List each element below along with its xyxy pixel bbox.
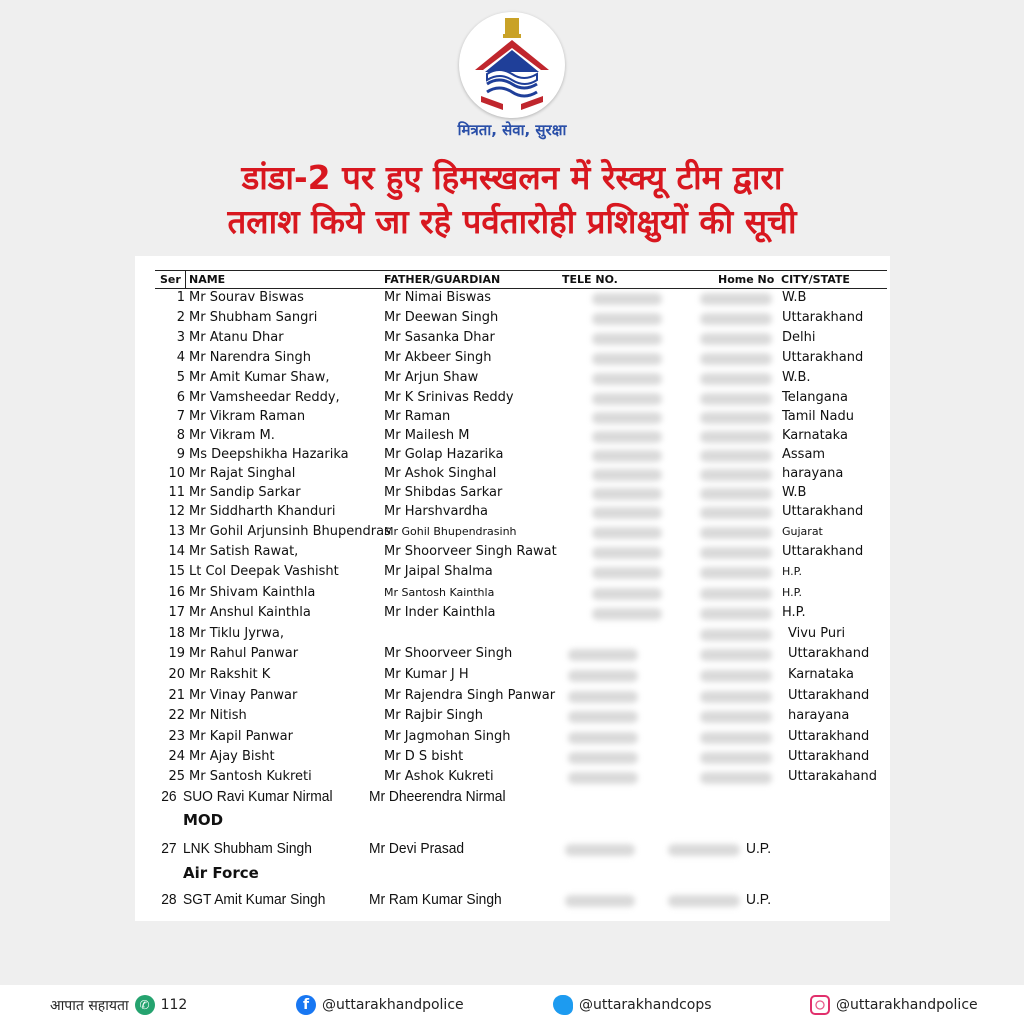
row-city: Uttarakhand (782, 310, 864, 325)
row-father: Mr Deewan Singh (384, 310, 499, 325)
row-city: W.B (782, 485, 807, 500)
row-father: Mr Ashok Kukreti (384, 769, 494, 784)
header-home: Home No (718, 273, 775, 286)
redacted-phone (700, 711, 772, 723)
row-serial: 18 (168, 626, 185, 641)
emergency-label: आपात सहायता (50, 997, 129, 1014)
row-name: Mr Vinay Panwar (189, 688, 298, 703)
instagram-link[interactable] (810, 995, 978, 1015)
row-city: W.B (782, 290, 807, 305)
twitter-handle: @uttarakhandcops (579, 997, 712, 1013)
row-name: Mr Amit Kumar Shaw, (189, 370, 330, 385)
redacted-phone (592, 412, 662, 424)
row-name: Mr Rajat Singhal (189, 466, 296, 481)
row-city: Karnataka (788, 667, 854, 682)
row-father: Mr Raman (384, 409, 451, 424)
header-tele: TELE NO. (562, 273, 618, 286)
headline-line-2: तलाश किये जा रहे पर्वतारोही प्रशिक्षुयों की सूची (227, 202, 797, 241)
header-city: CITY/STATE (781, 273, 850, 286)
redacted-phone (700, 608, 772, 620)
row-name: Mr Atanu Dhar (189, 330, 284, 345)
row-father: Mr Nimai Biswas (384, 290, 492, 305)
redacted-phone (700, 691, 772, 703)
row-father: Mr Harshvardha (384, 504, 489, 519)
row-name: Mr Sandip Sarkar (189, 485, 301, 500)
redacted-phone (700, 333, 772, 345)
redacted-phone (568, 691, 638, 703)
redacted-phone (592, 313, 662, 325)
row-father: Mr Shibdas Sarkar (384, 485, 503, 500)
redacted-phone (668, 895, 740, 907)
twitter-link[interactable] (553, 995, 712, 1015)
redacted-phone (592, 469, 662, 481)
row-city: Delhi (782, 330, 816, 345)
row-city: Uttarakhand (788, 749, 870, 764)
redacted-phone (565, 844, 635, 856)
redacted-phone (700, 629, 772, 641)
redacted-phone (668, 844, 740, 856)
row-father: Mr Ashok Singhal (384, 466, 497, 481)
row-serial: 8 (176, 428, 185, 443)
row-serial: 11 (168, 485, 185, 500)
row-city: Tamil Nadu (782, 409, 854, 424)
redacted-phone (592, 353, 662, 365)
row-name: Ms Deepshikha Hazarika (189, 447, 349, 462)
row-name: Mr Vikram M. (189, 428, 275, 443)
redacted-phone (700, 412, 772, 424)
row-serial: 22 (168, 708, 185, 723)
row-serial: 4 (176, 350, 185, 365)
row-city: W.B. (782, 370, 811, 385)
redacted-phone (592, 293, 662, 305)
row-serial: 12 (168, 504, 185, 519)
redacted-phone (700, 752, 772, 764)
row-father: Mr Jaipal Shalma (384, 564, 493, 579)
emergency-number: 112 (160, 997, 188, 1013)
row-father: Mr Arjun Shaw (384, 370, 479, 385)
row-name: Mr Satish Rawat, (189, 544, 299, 559)
row-father: Mr Shoorveer Singh Rawat (384, 544, 557, 559)
row-father: Mr D S bisht (384, 749, 464, 764)
redacted-phone (568, 711, 638, 723)
redacted-phone (592, 547, 662, 559)
row-name: Mr Shubham Sangri (189, 310, 318, 325)
row-father: Mr Devi Prasad (369, 840, 465, 857)
row-city: U.P. (746, 891, 772, 908)
redacted-phone (568, 649, 638, 661)
redacted-phone (700, 732, 772, 744)
row-father: Mr Gohil Bhupendrasinh (384, 525, 517, 538)
instagram-handle: @uttarakhandpolice (836, 997, 978, 1013)
row-city: Assam (782, 447, 826, 462)
redacted-phone (568, 772, 638, 784)
row-name: Mr Rahul Panwar (189, 646, 299, 661)
redacted-phone (592, 527, 662, 539)
row-name: Mr Sourav Biswas (189, 290, 304, 305)
row-serial: 2 (176, 310, 185, 325)
redacted-phone (700, 507, 772, 519)
redacted-phone (700, 527, 772, 539)
row-name: SUO Ravi Kumar Nirmal (183, 788, 333, 805)
row-city: H.P. (782, 586, 802, 599)
row-father: Mr Sasanka Dhar (384, 330, 495, 345)
row-name: SGT Amit Kumar Singh (183, 891, 326, 908)
facebook-icon: f (296, 995, 316, 1015)
row-serial: 27 (161, 840, 177, 857)
row-father: Mr Santosh Kainthla (384, 586, 495, 599)
redacted-phone (700, 450, 772, 462)
row-serial: 21 (168, 688, 185, 703)
row-name: Mr Shivam Kainthla (189, 585, 316, 600)
redacted-phone (565, 895, 635, 907)
redacted-phone (700, 393, 772, 405)
row-serial: 28 (161, 891, 177, 908)
row-father: Mr Rajendra Singh Panwar (384, 688, 556, 703)
row-city: harayana (788, 708, 850, 723)
row-father: Mr Mailesh M (384, 428, 470, 443)
row-city: Uttarakhand (782, 350, 864, 365)
redacted-phone (592, 333, 662, 345)
row-city: Telangana (782, 390, 848, 405)
row-serial: 16 (168, 585, 185, 600)
row-serial: 23 (168, 729, 185, 744)
row-city: Vivu Puri (788, 626, 846, 641)
row-serial: 15 (168, 564, 185, 579)
redacted-phone (700, 488, 772, 500)
row-serial: 7 (176, 409, 185, 424)
row-serial: 19 (168, 646, 185, 661)
row-father: Mr Rajbir Singh (384, 708, 483, 723)
redacted-phone (700, 547, 772, 559)
row-father: Mr Golap Hazarika (384, 447, 504, 462)
footer-bar (0, 985, 1024, 1024)
row-father: Mr Ram Kumar Singh (369, 891, 502, 908)
row-serial: 25 (168, 769, 185, 784)
header-father: FATHER/GUARDIAN (384, 273, 501, 286)
row-name: Mr Nitish (189, 708, 247, 723)
redacted-phone (592, 588, 662, 600)
redacted-phone (592, 373, 662, 385)
police-emblem-icon (459, 12, 565, 118)
header-name: NAME (189, 273, 226, 286)
redacted-phone (568, 752, 638, 764)
header-divider (185, 270, 186, 288)
emergency-help[interactable] (50, 995, 187, 1015)
row-name: Mr Ajay Bisht (189, 749, 275, 764)
row-city: H.P. (782, 565, 802, 578)
redacted-phone (700, 293, 772, 305)
row-father: Mr Dheerendra Nirmal (369, 788, 506, 805)
row-serial: 1 (176, 290, 185, 305)
row-city: Karnataka (782, 428, 848, 443)
row-serial: 20 (168, 667, 185, 682)
row-city: Uttarakhand (782, 544, 864, 559)
redacted-phone (700, 670, 772, 682)
row-father: Mr Kumar J H (384, 667, 469, 682)
redacted-phone (592, 507, 662, 519)
row-serial: 3 (176, 330, 185, 345)
row-city: U.P. (746, 840, 772, 857)
phone-icon: ✆ (135, 995, 155, 1015)
twitter-icon (553, 995, 573, 1015)
redacted-phone (568, 732, 638, 744)
row-serial: 10 (168, 466, 185, 481)
row-name: Mr Vamsheedar Reddy, (189, 390, 340, 405)
redacted-phone (700, 469, 772, 481)
redacted-phone (700, 649, 772, 661)
headline-line-1: डांडा-2 पर हुए हिमस्खलन में रेस्क्यू टीम द्वारा (241, 158, 783, 197)
row-name: Mr Gohil Arjunsinh Bhupendras (189, 524, 391, 539)
redacted-phone (700, 772, 772, 784)
section-mod: MOD (183, 811, 224, 829)
motto: मित्रता, सेवा, सुरक्षा (457, 121, 567, 139)
row-serial: 13 (168, 524, 185, 539)
header-bottom-rule (155, 288, 887, 289)
row-name: LNK Shubham Singh (183, 840, 312, 857)
header-top-rule (155, 270, 887, 271)
redacted-phone (592, 608, 662, 620)
redacted-phone (700, 567, 772, 579)
row-name: Mr Kapil Panwar (189, 729, 293, 744)
redacted-phone (592, 488, 662, 500)
redacted-phone (700, 353, 772, 365)
row-city: harayana (782, 466, 844, 481)
row-name: Mr Tiklu Jyrwa, (189, 626, 284, 641)
row-name: Mr Santosh Kukreti (189, 769, 312, 784)
row-father: Mr Jagmohan Singh (384, 729, 511, 744)
section-air-force: Air Force (183, 864, 259, 882)
row-city: H.P. (782, 605, 806, 620)
redacted-phone (568, 670, 638, 682)
row-serial: 6 (176, 390, 185, 405)
redacted-phone (700, 431, 772, 443)
header-ser: Ser (160, 273, 181, 286)
redacted-phone (700, 313, 772, 325)
row-serial: 24 (168, 749, 185, 764)
row-name: Mr Siddharth Khanduri (189, 504, 336, 519)
redacted-phone (592, 567, 662, 579)
row-serial: 26 (161, 788, 177, 805)
row-name: Mr Anshul Kainthla (189, 605, 311, 620)
redacted-phone (592, 450, 662, 462)
facebook-handle: @uttarakhandpolice (322, 997, 464, 1013)
row-serial: 5 (176, 370, 185, 385)
redacted-phone (592, 393, 662, 405)
row-serial: 14 (168, 544, 185, 559)
row-city: Gujarat (782, 525, 823, 538)
row-father: Mr Inder Kainthla (384, 605, 496, 620)
row-city: Uttarakhand (788, 729, 870, 744)
facebook-link[interactable] (296, 995, 464, 1015)
row-name: Mr Narendra Singh (189, 350, 311, 365)
row-name: Lt Col Deepak Vashisht (189, 564, 339, 579)
instagram-icon (810, 995, 830, 1015)
row-name: Mr Vikram Raman (189, 409, 306, 424)
row-city: Uttarakhand (788, 688, 870, 703)
redacted-phone (700, 588, 772, 600)
row-father: Mr Akbeer Singh (384, 350, 492, 365)
row-name: Mr Rakshit K (189, 667, 271, 682)
row-father: Mr K Srinivas Reddy (384, 390, 514, 405)
row-serial: 9 (176, 447, 185, 462)
row-serial: 17 (168, 605, 185, 620)
row-city: Uttarakhand (788, 646, 870, 661)
redacted-phone (592, 431, 662, 443)
row-city: Uttarakhand (782, 504, 864, 519)
redacted-phone (700, 373, 772, 385)
row-father: Mr Shoorveer Singh (384, 646, 513, 661)
row-city: Uttarakahand (788, 769, 877, 784)
